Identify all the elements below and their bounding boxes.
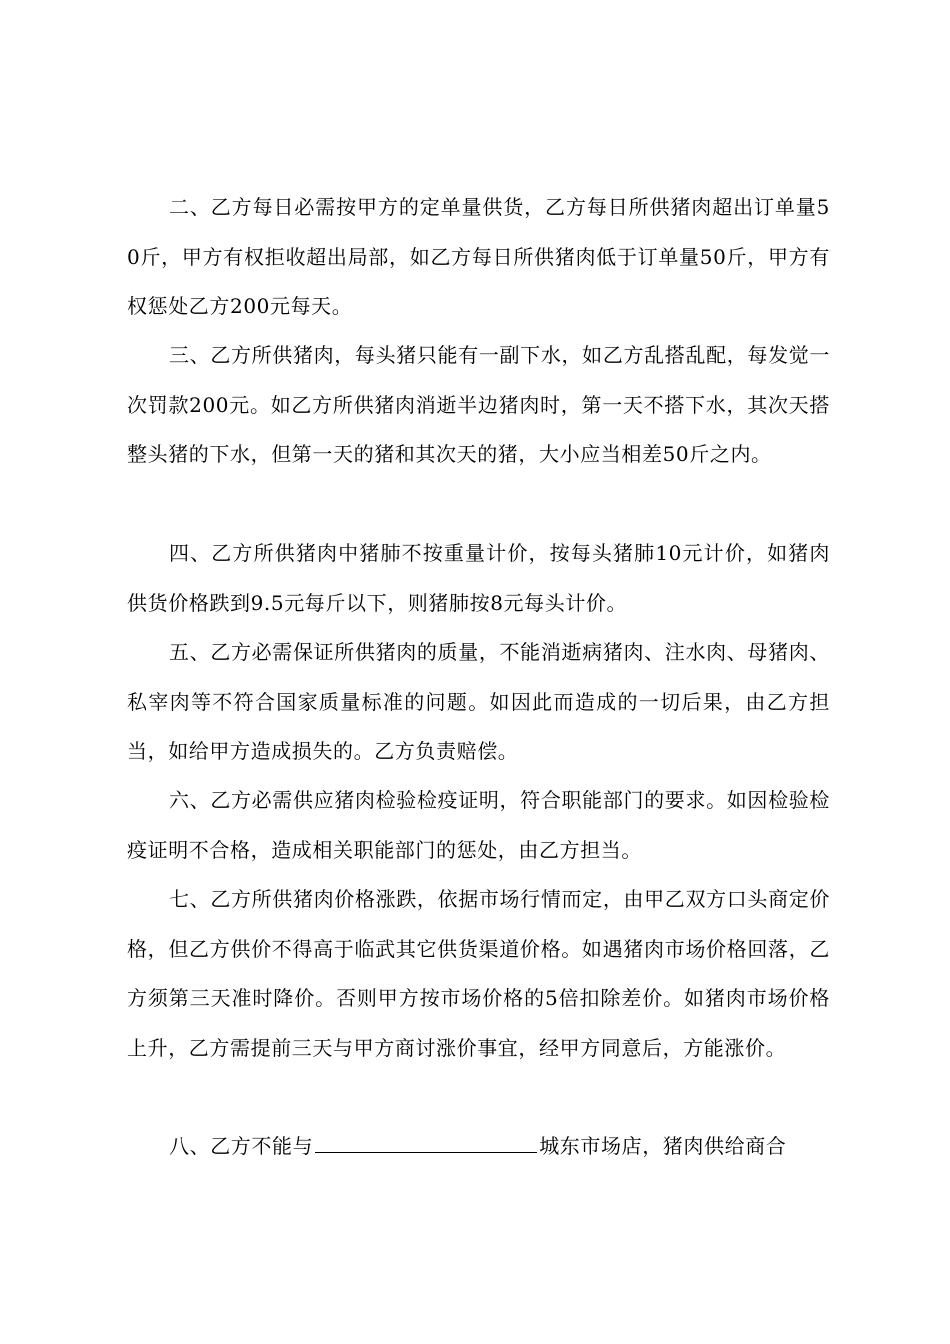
clause-4-paragraph: 四、乙方所供猪肉中猪肺不按重量计价，按每头猪肺10元计价，如猪肉供货价格跌到9.5元每斤以下，则猪肺按8元每头计价。: [127, 541, 830, 615]
clause-8-text-before: 八、乙方不能与: [169, 1134, 314, 1158]
clause-7-paragraph: 七、乙方所供猪肉价格涨跌，依据市场行情而定，由甲乙双方口头商定价格，但乙方供价不得高于临武其它供货渠道价格。如遇猪肉市场价格回落，乙方须第三天准时降价。否则甲方按市场价格的5倍扣除差价。如猪肉市场价格上升，乙方需提前三天与甲方商讨涨价事宜，经甲方同意后，方能涨价。: [127, 887, 830, 1060]
clause-2-paragraph: 二、乙方每日必需按甲方的定单量供货，乙方每日所供猪肉超出订单量50斤，甲方有权拒收超出局部，如乙方每日所供猪肉低于订单量50斤，甲方有权惩处乙方200元每天。: [127, 195, 830, 318]
fill-in-blank-line: [315, 1151, 537, 1153]
clause-8-text-after: 城东市场店，猪肉供给商合: [539, 1134, 787, 1158]
clause-3-paragraph: 三、乙方所供猪肉，每头猪只能有一副下水，如乙方乱搭乱配，每发觉一次罚款200元。如乙方所供猪肉消逝半边猪肉时，第一天不搭下水，其次天搭整头猪的下水，但第一天的猪和其次天的猪，大小应当相差50斤之内。: [127, 343, 830, 466]
clause-8-paragraph: [127, 1122, 830, 1172]
clause-6-paragraph: 六、乙方必需供应猪肉检验检疫证明，符合职能部门的要求。如因检验检疫证明不合格，造成相关职能部门的惩处，由乙方担当。: [127, 788, 830, 862]
clause-5-paragraph: 五、乙方必需保证所供猪肉的质量，不能消逝病猪肉、注水肉、母猪肉、私宰肉等不符合国家质量标准的问题。如因此而造成的一切后果，由乙方担当，如给甲方造成损失的。乙方负责赔偿。: [127, 640, 830, 763]
